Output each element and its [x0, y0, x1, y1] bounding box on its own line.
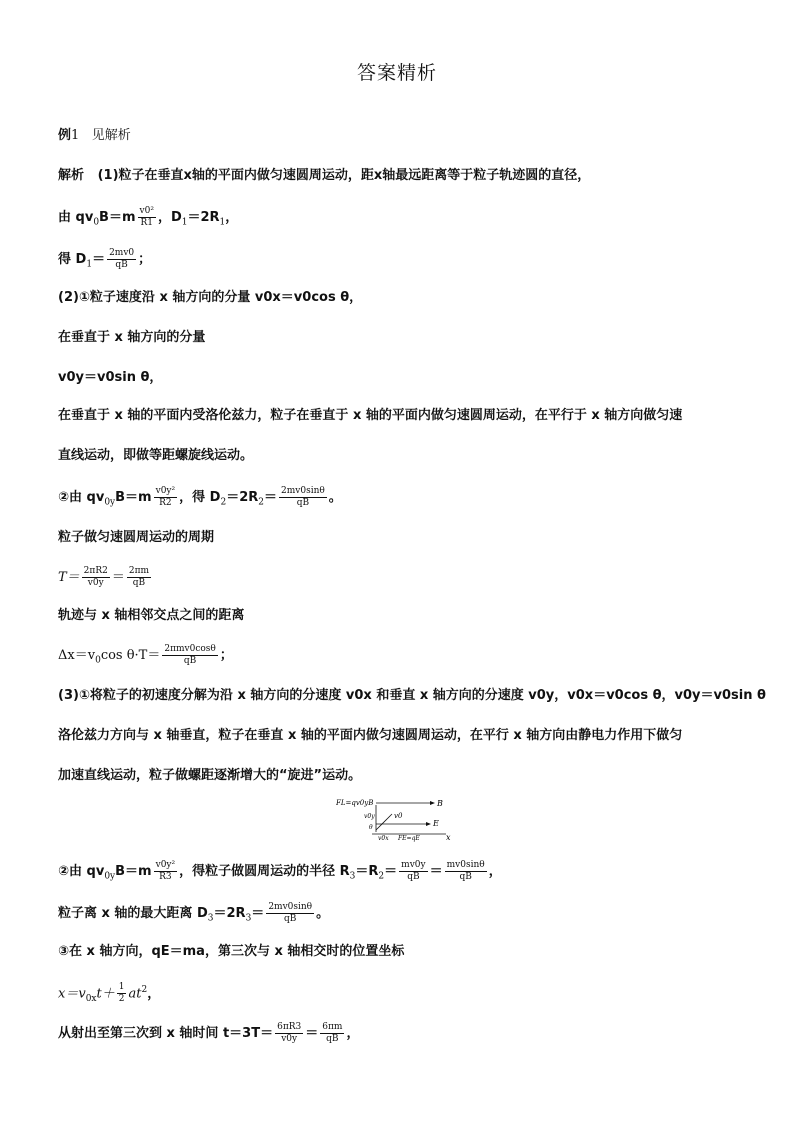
subscript: 0 [93, 217, 100, 228]
fraction [127, 566, 151, 589]
text-segment: ＝ [429, 864, 443, 879]
fraction-denominator: qB [115, 260, 128, 270]
text-segment: at [128, 986, 142, 1002]
fraction [117, 982, 127, 1005]
fraction [107, 248, 136, 271]
text-segment: ＝ [305, 1026, 319, 1041]
text-segment: B＝m [115, 864, 152, 879]
analysis-line-6: v0y＝v0sin θ， [58, 370, 163, 385]
fraction-numerator: 2mv0sinθ [268, 902, 313, 912]
text-segment: ＝2R [226, 490, 259, 505]
text-segment: ， [225, 210, 239, 225]
diagram-label-fl: FL=qv0yB [336, 799, 374, 807]
analysis-line-12: 轨迹与 x 轴相邻交点之间的距离 [58, 608, 245, 623]
subscript: 0 [95, 655, 101, 666]
text-segment: ＝2R [187, 210, 220, 225]
text-segment: 。 [316, 906, 330, 921]
text-segment: ＝ [111, 570, 125, 585]
analysis-line-7: 在垂直于 x 轴的平面内受洛伦兹力，粒子在垂直于 x 轴的平面内做匀速圆周运动，在平行于 x 轴方向做匀速 [58, 408, 683, 423]
text-segment: ，得粒子做圆周运动的半径 R [179, 864, 350, 879]
diagram-label-v0: v0 [394, 812, 403, 820]
page-title: 答案精析 [356, 62, 437, 84]
fraction-numerator: mv0y [401, 860, 426, 870]
fraction [279, 486, 327, 509]
text-segment: ， [147, 986, 161, 1002]
e-arrow-head [426, 822, 431, 826]
analysis-line-8: 直线运动，即做等距螺旋线运动。 [58, 448, 254, 463]
formula-line-20 [58, 980, 744, 1009]
text-segment: x＝v [58, 986, 86, 1002]
text-segment: t＋ [96, 986, 115, 1002]
text-segment: B＝m [115, 490, 152, 505]
fraction-denominator: qB [132, 578, 146, 588]
fraction-denominator: qB [326, 1034, 339, 1044]
fraction-numerator: 6πm [322, 1022, 343, 1032]
formula-line-21 [58, 1022, 744, 1045]
analysis-label: 解析 [58, 168, 85, 183]
text-segment: 从射出至第三次到 x 轴时间 t＝3T＝ [58, 1026, 274, 1041]
fraction-numerator: v0y² [155, 860, 176, 870]
fraction-denominator: qB [284, 914, 297, 924]
diagram-label-x: x [446, 833, 451, 842]
text-segment: 得 D [58, 252, 87, 267]
text-segment: 由 qv [58, 210, 94, 225]
text-segment: ，得 D [179, 490, 221, 505]
fraction [320, 1022, 344, 1045]
formula-line-2 [58, 206, 744, 233]
fraction-denominator: 2 [118, 994, 125, 1005]
analysis-line-19: ③在 x 轴方向，qE＝ma，第三次与 x 轴相交时的位置坐标 [58, 944, 405, 959]
text-segment: ＝R [355, 864, 379, 879]
text-segment: ＝2R [213, 906, 246, 921]
formula-line-11 [58, 566, 744, 589]
analysis-line-14: (3)①将粒子的初速度分解为沿 x 轴方向的分速度 v0x 和垂直 x 轴方向的分速度 v0y，v0x＝v0cos θ，v0y＝v0sin θ [58, 688, 766, 703]
fraction-numerator: v0² [139, 206, 154, 216]
text-segment: 粒子离 x 轴的最大距离 D [58, 906, 208, 921]
fraction-denominator: R2 [159, 498, 172, 508]
superscript: 2 [141, 985, 148, 995]
fraction-numerator: 1 [118, 982, 125, 993]
fraction [266, 902, 314, 925]
analysis-line-5: 在垂直于 x 轴方向的分量 [58, 330, 206, 345]
diagram-label-fe: FE=qE [398, 835, 420, 842]
fraction-numerator: 2πm [128, 566, 150, 576]
fraction [154, 486, 178, 509]
analysis-line-15: 洛伦兹力方向与 x 轴垂直，粒子在垂直 x 轴的平面内做匀速圆周运动，在平行 x 轴方向由静电力作用下做匀 [58, 728, 683, 743]
text-segment: T＝ [58, 570, 80, 585]
fraction-denominator: qB [296, 498, 310, 508]
fraction-numerator: 2mv0 [109, 248, 135, 258]
text-segment: ， [346, 1026, 360, 1041]
analysis-line-1 [58, 166, 744, 186]
analysis-line-16: 加速直线运动，粒子做螺距逐渐增大的“旋进”运动。 [58, 768, 362, 783]
text-segment: ＝ [251, 906, 265, 921]
diagram-label-v0y: v0y [364, 813, 375, 820]
subscript: 2 [378, 871, 385, 882]
formula-line-9 [58, 486, 744, 513]
fraction-denominator: R3 [159, 872, 172, 882]
subscript: 2 [220, 497, 227, 508]
fraction-numerator: mv0sinθ [446, 860, 485, 870]
fraction-numerator: 2πR2 [83, 566, 108, 576]
analysis-line-4: (2)①粒子速度沿 x 轴方向的分量 v0x＝v0cos θ， [58, 290, 363, 305]
fraction [445, 860, 487, 883]
analysis-text-1: (1)粒子在垂直x轴的平面内做匀速圆周运动，距x轴最远距离等于粒子轨迹圆的直径， [97, 168, 591, 183]
diagram-label-theta: θ [369, 824, 373, 831]
fraction-numerator: 2πmv0cosθ [164, 644, 216, 654]
subscript: 1 [181, 217, 188, 228]
formula-line-3 [58, 248, 744, 275]
b-arrow-head [430, 801, 435, 805]
fraction-numerator: v0y² [155, 486, 176, 496]
subscript: 0y [104, 871, 116, 882]
text-segment: ②由 qv [58, 864, 105, 879]
text-segment: ； [138, 252, 152, 267]
diagram-label-e: E [433, 819, 439, 828]
diagram-label-v0x: v0x [378, 835, 389, 842]
fraction-denominator: R1 [140, 218, 153, 228]
text-segment: ②由 qv [58, 490, 105, 505]
subscript: 0y [104, 497, 116, 508]
text-segment: ＝ [384, 864, 398, 879]
subscript: 3 [207, 913, 214, 924]
fraction [399, 860, 427, 883]
text-segment: ＝ [263, 490, 277, 505]
text-segment: 。 [328, 490, 342, 505]
subscript: 0x [85, 993, 97, 1004]
formula-line-18 [58, 902, 744, 929]
text-segment: ； [219, 648, 233, 663]
analysis-line-10: 粒子做匀速圆周运动的周期 [58, 530, 215, 545]
v0-vector [376, 814, 392, 830]
fraction-numerator: 6πR3 [277, 1022, 302, 1032]
fraction-denominator: v0y [281, 1034, 298, 1044]
force-diagram [336, 796, 462, 844]
example-number: 1 [71, 128, 80, 143]
fraction-denominator: qB [459, 872, 472, 882]
fraction [154, 860, 178, 883]
subscript: 3 [245, 913, 252, 924]
fraction-denominator: qB [407, 872, 420, 882]
fraction-numerator: 2mv0sinθ [281, 486, 325, 496]
fraction [138, 206, 156, 229]
subscript: 1 [86, 259, 93, 270]
diagram-label-b: B [437, 799, 443, 808]
example-header [58, 126, 744, 146]
text-segment: cos θ·T＝ [100, 648, 161, 663]
subscript: 3 [349, 871, 356, 882]
fraction-denominator: v0y [87, 578, 104, 588]
fraction-denominator: qB [183, 656, 197, 666]
fraction [275, 1022, 303, 1045]
fraction [162, 644, 217, 667]
formula-line-13 [58, 644, 744, 671]
text-segment: ，D [157, 210, 182, 225]
text-segment: Δx＝v [58, 648, 96, 663]
text-segment: ， [488, 864, 502, 879]
text-segment: ＝ [92, 252, 106, 267]
text-segment: B＝m [99, 210, 136, 225]
example-answer: 见解析 [91, 128, 131, 143]
example-label: 例 [58, 128, 72, 143]
fraction [82, 566, 110, 589]
formula-line-17 [58, 860, 744, 887]
subscript: 1 [219, 217, 226, 228]
subscript: 2 [258, 497, 264, 508]
